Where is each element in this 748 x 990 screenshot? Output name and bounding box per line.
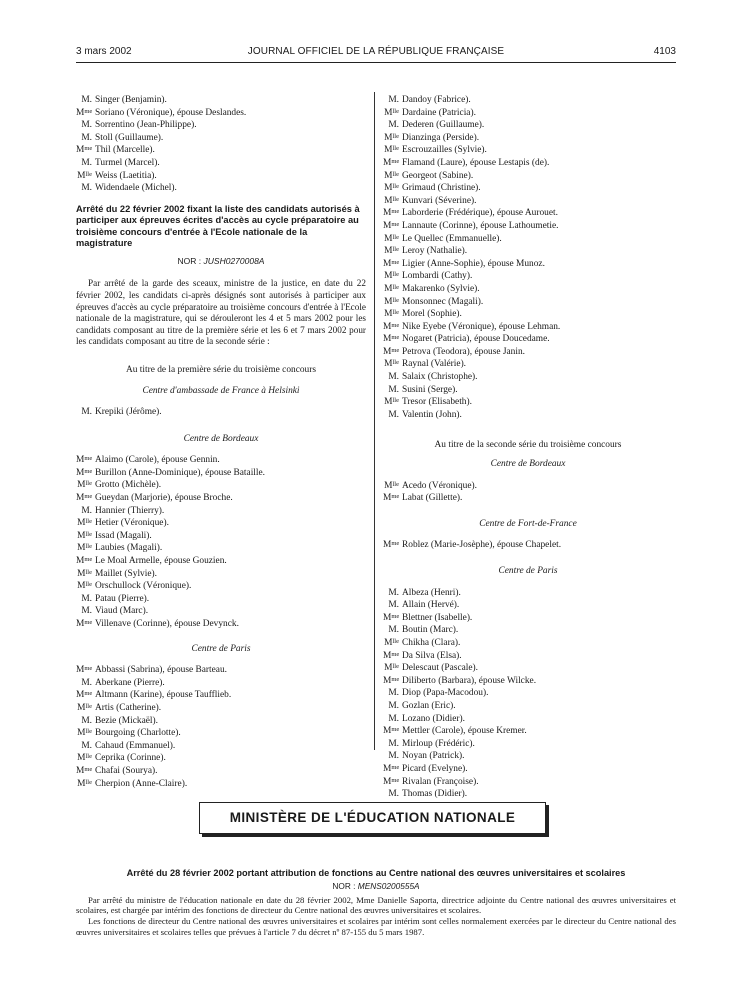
list-item <box>76 580 366 593</box>
civility-title: M. <box>81 157 92 168</box>
candidate-name: Dardaine (Patricia). <box>402 107 476 118</box>
candidate-name: Picard (Evelyne). <box>402 763 468 774</box>
list-item <box>383 94 673 107</box>
list-item <box>383 675 673 688</box>
civility-title: M. <box>388 600 399 611</box>
civility-title: $M^{lle}$ <box>384 170 399 181</box>
candidate-name: Bourgoing (Charlotte). <box>95 728 181 739</box>
list-item <box>76 689 366 702</box>
decree2-nor <box>76 881 676 891</box>
civility-title: $M^{me}$ <box>383 763 400 774</box>
candidate-name: Patau (Pierre). <box>95 593 150 604</box>
candidate-name: Allain (Hervé). <box>402 600 460 611</box>
candidate-name: Boutin (Marc). <box>402 625 459 636</box>
list-item <box>383 599 673 612</box>
list-item <box>383 409 673 422</box>
civility-title: $M^{lle}$ <box>384 663 399 674</box>
list-item <box>76 467 366 480</box>
list-item <box>76 492 366 505</box>
civility-title: $M^{me}$ <box>383 650 400 661</box>
civility-title: $M^{me}$ <box>383 346 400 357</box>
civility-title: M. <box>81 132 92 143</box>
column-divider <box>374 92 375 750</box>
list-item <box>76 454 366 467</box>
candidate-name: Mirloup (Frédéric). <box>402 738 475 749</box>
candidate-name: Flamand (Laure), épouse Lestapis (de). <box>402 157 550 168</box>
candidate-name: Dandoy (Fabrice). <box>402 95 471 105</box>
civility-title: M. <box>388 120 399 131</box>
civility-title: M. <box>81 407 92 418</box>
centre-paris-heading: Centre de Paris <box>191 643 251 654</box>
civility-title: $M^{lle}$ <box>384 183 399 194</box>
civility-title: $M^{me}$ <box>383 776 400 787</box>
list-item <box>383 637 673 650</box>
decree2-paragraph-1: Par arrêté du ministre de l'éducation nationale en date du 28 février 2002, Mme Danielle Saporta, directrice adjointe du Centre national des œuvres universitaires et scolaires, est chargée par intérim des fonctions de directeur du Centre national des œuvres universitaires et scolaires. <box>76 895 676 916</box>
list-item <box>76 740 366 753</box>
list-item <box>76 664 366 677</box>
series2-heading: Au titre de la seconde série du troisième concours <box>434 440 622 451</box>
civility-title: $M^{lle}$ <box>77 543 92 554</box>
list-item <box>383 144 673 157</box>
candidate-name: Thomas (Didier). <box>402 789 468 800</box>
candidate-name: Weiss (Laetitia). <box>95 170 157 181</box>
list-item <box>76 593 366 606</box>
list-item <box>383 788 673 801</box>
list-item <box>383 233 673 246</box>
candidate-name: Chikha (Clara). <box>402 637 461 648</box>
list-item <box>76 605 366 618</box>
candidate-name: Abbassi (Sabrina), épouse Barteau. <box>95 665 227 676</box>
candidate-name: Lombardi (Cathy). <box>402 271 473 282</box>
civility-title: $M^{me}$ <box>76 107 93 118</box>
candidate-name: Makarenko (Sylvie). <box>402 283 480 294</box>
centre-paris2-heading: Centre de Paris <box>498 566 558 576</box>
decree-body: Par arrêté de la garde des sceaux, ministre de la justice, en date du 22 février 2002, les candidats ci-après désignés sont autorisés à participer aux épreuves d'accès au cycle préparatoire au troisième concours d'entrée à l'Ecole nationale de la magistrature, qui se dérouleront les 4 et 5 mars 2002 pour les candidats composant au titre de la première série et les 6 et 7 mars 2002 pour les candidats composant au titre de la seconde série : <box>76 278 366 347</box>
nor-label: NOR : <box>177 255 202 266</box>
candidate-name: Cahaud (Emmanuel). <box>95 740 176 751</box>
list-item <box>76 182 366 195</box>
header-page-number: 4103 <box>653 46 676 57</box>
header-date: 3 mars 2002 <box>76 46 132 57</box>
candidate-name: Krepiki (Jérôme). <box>95 407 162 418</box>
candidate-name: Labat (Gillette). <box>402 493 463 504</box>
list-item <box>383 182 673 195</box>
series1-heading: Au titre de la première série du troisième concours <box>125 364 317 375</box>
centre-helsinki-heading: Centre d'ambassade de France à Helsinki <box>142 385 300 396</box>
candidate-name: Altmann (Karine), épouse Taufflieb. <box>95 690 232 701</box>
candidate-name: Da Silva (Elsa). <box>402 650 462 661</box>
decree2-paragraph-2: Les fonctions de directeur du Centre national des œuvres universitaires et scolaires par intérim sont celles normalement exercées par le directeur du Centre national des œuvres universitaires et scolaires telles que prévues à l'article 7 du décret nº 87-155 du 5 mars 1987. <box>76 916 676 937</box>
list-item <box>76 107 366 120</box>
candidate-name: Le Moal Armelle, épouse Gouzien. <box>95 556 227 567</box>
civility-title: M. <box>388 409 399 420</box>
candidate-name: Salaix (Christophe). <box>402 372 478 383</box>
civility-title: $M^{lle}$ <box>384 309 399 320</box>
candidate-name: Issad (Magali). <box>95 530 152 541</box>
list-item <box>76 505 366 518</box>
candidate-name: Widendaele (Michel). <box>95 183 177 194</box>
candidate-name: Villenave (Corinne), épouse Devynck. <box>95 619 239 629</box>
candidate-name: Sorrentino (Jean-Philippe). <box>95 120 197 131</box>
decree2 <box>76 868 676 937</box>
civility-title: M. <box>81 677 92 688</box>
civility-title: M. <box>81 740 92 751</box>
civility-title: $M^{me}$ <box>383 220 400 231</box>
civility-title: $M^{me}$ <box>76 455 93 466</box>
list-item <box>383 346 673 359</box>
civility-title: M. <box>388 789 399 800</box>
civility-title: $M^{lle}$ <box>384 132 399 143</box>
candidate-name: Roblez (Marie-Josèphe), épouse Chapelet. <box>402 540 562 551</box>
list-fdf <box>383 539 673 552</box>
header-journal-title: JOURNAL OFFICIEL DE LA RÉPUBLIQUE FRANÇAISE <box>247 46 505 57</box>
candidate-name: Tresor (Elisabeth). <box>402 397 472 408</box>
candidate-name: Dianzinga (Perside). <box>402 132 480 143</box>
list-item <box>383 612 673 625</box>
list-item <box>383 245 673 258</box>
list-item <box>383 750 673 763</box>
list-item <box>76 157 366 170</box>
civility-title: $M^{me}$ <box>383 612 400 623</box>
civility-title: $M^{lle}$ <box>77 568 92 579</box>
list-item <box>383 396 673 409</box>
list-item <box>76 568 366 581</box>
candidate-name: Alaimo (Carole), épouse Gennin. <box>95 455 220 466</box>
civility-title: $M^{me}$ <box>76 556 93 567</box>
candidate-name: Hannier (Thierry). <box>95 505 165 516</box>
civility-title: M. <box>388 688 399 699</box>
candidate-name: Le Quellec (Emmanuelle). <box>402 233 502 244</box>
candidate-name: Artis (Catherine). <box>95 702 162 713</box>
list-paris-left <box>76 664 366 790</box>
list-item <box>76 94 366 107</box>
civility-title: $M^{me}$ <box>76 665 93 676</box>
civility-title: $M^{me}$ <box>383 726 400 737</box>
civility-title: $M^{lle}$ <box>77 480 92 491</box>
civility-title: $M^{me}$ <box>76 619 93 629</box>
civility-title: $M^{lle}$ <box>384 637 399 648</box>
candidate-name: Lozano (Didier). <box>402 713 465 724</box>
list-item <box>76 752 366 765</box>
list-item <box>383 650 673 663</box>
civility-title: $M^{me}$ <box>76 493 93 504</box>
candidate-name: Lannaute (Corinne), épouse Lathoumetie. <box>402 220 559 231</box>
list-item <box>76 530 366 543</box>
list-item <box>383 539 673 552</box>
decree2-nor-code: MENS0200555A <box>357 881 420 891</box>
list-item <box>383 119 673 132</box>
list-item <box>383 358 673 371</box>
civility-title: M. <box>388 625 399 636</box>
civility-title: $M^{me}$ <box>383 258 400 269</box>
list-item <box>383 308 673 321</box>
civility-title: $M^{lle}$ <box>384 195 399 206</box>
civility-title: M. <box>81 183 92 194</box>
list-bordeaux2 <box>383 480 673 505</box>
header-rule <box>76 62 676 63</box>
list-item <box>383 132 673 145</box>
centre-fdf-heading: Centre de Fort-de-France <box>479 518 577 529</box>
candidate-name: Monsonnec (Magali). <box>402 296 484 307</box>
list-item <box>76 132 366 145</box>
candidate-name: Susini (Serge). <box>402 384 458 395</box>
candidate-name: Acedo (Véronique). <box>402 480 477 491</box>
candidate-name: Raynal (Valérie). <box>402 359 467 370</box>
candidate-name: Grotto (Michèle). <box>95 480 162 491</box>
civility-title: $M^{lle}$ <box>77 702 92 713</box>
candidate-name: Delescaut (Pascale). <box>402 663 479 674</box>
list-item <box>76 778 366 791</box>
civility-title: M. <box>388 372 399 383</box>
decree2-nor-label: NOR : <box>332 881 356 891</box>
civility-title: M. <box>388 587 399 598</box>
candidate-name: Dederen (Guillaume). <box>402 120 485 131</box>
candidate-name: Georgeot (Sabine). <box>402 170 474 181</box>
civility-title: $M^{me}$ <box>76 467 93 478</box>
list-item <box>76 765 366 778</box>
civility-title: $M^{lle}$ <box>77 728 92 739</box>
civility-title: M. <box>388 713 399 724</box>
candidate-name: Grimaud (Christine). <box>402 183 481 194</box>
list-item <box>383 157 673 170</box>
list-item <box>383 700 673 713</box>
list-item <box>383 220 673 233</box>
list-bordeaux <box>76 454 366 630</box>
candidate-name: Noyan (Patrick). <box>402 751 465 762</box>
candidate-name: Morel (Sophie). <box>402 309 462 320</box>
list-item <box>383 480 673 493</box>
candidate-name: Diliberto (Barbara), épouse Wilcke. <box>402 675 537 686</box>
candidate-name: Ligier (Anne-Sophie), épouse Munoz. <box>402 258 545 269</box>
civility-title: $M^{me}$ <box>76 765 93 776</box>
list-item <box>383 283 673 296</box>
candidate-name: Nike Eyebe (Véronique), épouse Lehman. <box>402 321 561 332</box>
list-item <box>383 763 673 776</box>
civility-title: $M^{lle}$ <box>384 359 399 370</box>
civility-title: $M^{me}$ <box>383 675 400 686</box>
candidate-name: Laubies (Magali). <box>95 543 163 554</box>
decree-title: Arrêté du 22 février 2002 fixant la liste des candidats autorisés à participer aux épreuves écrites d'accès au cycle préparatoire au troisième concours d'entrée à l'Ecole nationale de la magistrature <box>76 203 360 249</box>
candidate-name: Orschullock (Véronique). <box>95 581 192 592</box>
list-item <box>76 677 366 690</box>
decree-nor <box>76 255 366 268</box>
list-item <box>76 555 366 568</box>
centre-bordeaux2-heading: Centre de Bordeaux <box>490 459 566 470</box>
list-item <box>76 715 366 728</box>
list-item <box>383 776 673 789</box>
civility-title: M. <box>81 606 92 617</box>
ministry-banner <box>199 802 546 834</box>
list-item <box>383 713 673 726</box>
civility-title: $M^{me}$ <box>76 690 93 701</box>
civility-title: $M^{me}$ <box>383 540 400 551</box>
civility-title: M. <box>388 700 399 711</box>
civility-title: $M^{me}$ <box>383 321 400 332</box>
candidate-name: Mettler (Carole), épouse Kremer. <box>402 726 527 737</box>
candidate-name: Soriano (Véronique), épouse Deslandes. <box>95 107 247 118</box>
list-item <box>383 492 673 505</box>
list-item <box>383 587 673 600</box>
nor-code: JUSH0270008A <box>203 255 265 266</box>
candidate-name: Diop (Papa-Macodou). <box>402 688 489 699</box>
list-item <box>383 333 673 346</box>
list-item <box>76 702 366 715</box>
civility-title: $M^{lle}$ <box>384 271 399 282</box>
right-column <box>383 94 673 801</box>
candidate-name: Gueydan (Marjorie), épouse Broche. <box>95 493 233 504</box>
civility-title: $M^{me}$ <box>76 145 93 156</box>
civility-title: M. <box>81 715 92 726</box>
list-item <box>76 542 366 555</box>
list-top <box>76 94 366 195</box>
civility-title: $M^{lle}$ <box>384 283 399 294</box>
civility-title: $M^{me}$ <box>383 334 400 345</box>
civility-title: $M^{me}$ <box>383 208 400 219</box>
candidate-name: Ceprika (Corinne). <box>95 753 166 764</box>
civility-title: M. <box>388 751 399 762</box>
civility-title: $M^{lle}$ <box>77 530 92 541</box>
list-item <box>76 119 366 132</box>
list-item <box>76 144 366 157</box>
candidate-name: Petrova (Teodora), épouse Janin. <box>402 346 526 357</box>
list-item <box>383 738 673 751</box>
candidate-name: Escrouzailles (Sylvie). <box>402 145 487 156</box>
centre-bordeaux-heading: Centre de Bordeaux <box>183 433 259 444</box>
civility-title: $M^{lle}$ <box>384 233 399 244</box>
list-item <box>383 258 673 271</box>
list-item <box>383 624 673 637</box>
list-item <box>383 321 673 334</box>
civility-title: $M^{me}$ <box>383 157 400 168</box>
civility-title: $M^{lle}$ <box>384 145 399 156</box>
candidate-name: Stoll (Guillaume). <box>95 132 164 143</box>
candidate-name: Albeza (Henri). <box>402 587 461 598</box>
list-item <box>76 618 366 631</box>
list-item <box>76 406 366 419</box>
candidate-name: Thil (Marcelle). <box>95 145 155 156</box>
candidate-name: Maillet (Sylvie). <box>95 568 157 579</box>
civility-title: M. <box>81 95 92 105</box>
civility-title: $M^{me}$ <box>383 493 400 504</box>
list-item <box>383 296 673 309</box>
candidate-name: Leroy (Nathalie). <box>402 246 468 257</box>
candidate-name: Chafai (Sourya). <box>95 765 158 776</box>
list-item <box>383 371 673 384</box>
list-item <box>383 725 673 738</box>
candidate-name: Singer (Benjamin). <box>95 95 167 105</box>
list-item <box>76 727 366 740</box>
candidate-name: Rivalan (Françoise). <box>402 776 479 787</box>
civility-title: $M^{lle}$ <box>384 246 399 257</box>
civility-title: M. <box>81 120 92 131</box>
candidate-name: Bezie (Mickaël). <box>95 715 158 726</box>
candidate-name: Aberkane (Pierre). <box>95 677 165 688</box>
civility-title: M. <box>81 593 92 604</box>
civility-title: $M^{lle}$ <box>77 778 92 789</box>
decree2-title: Arrêté du 28 février 2002 portant attribution de fonctions au Centre national des œuvres universitaires et scolaires <box>126 868 626 878</box>
list-item <box>76 517 366 530</box>
civility-title: M. <box>81 505 92 516</box>
list-item <box>383 662 673 675</box>
civility-title: $M^{lle}$ <box>77 753 92 764</box>
candidate-name: Kunvari (Séverine). <box>402 195 477 206</box>
civility-title: M. <box>388 738 399 749</box>
civility-title: M. <box>388 384 399 395</box>
civility-title: $M^{lle}$ <box>384 107 399 118</box>
candidate-name: Nogaret (Patricia), épouse Doucedame. <box>402 334 550 345</box>
left-column <box>76 94 366 790</box>
civility-title: $M^{lle}$ <box>77 518 92 529</box>
candidate-name: Turmel (Marcel). <box>95 157 160 168</box>
list-item <box>383 270 673 283</box>
candidate-name: Burillon (Anne-Dominique), épouse Bataille. <box>95 467 266 478</box>
page-header <box>76 46 676 60</box>
civility-title: $M^{lle}$ <box>77 170 92 181</box>
list-item <box>383 687 673 700</box>
candidate-name: Cherpion (Anne-Claire). <box>95 778 188 789</box>
candidate-name: Blettner (Isabelle). <box>402 612 473 623</box>
list-paris2 <box>383 587 673 801</box>
civility-title: $M^{lle}$ <box>384 296 399 307</box>
list-helsinki <box>76 406 366 419</box>
civility-title: M. <box>388 95 399 105</box>
list-item <box>76 479 366 492</box>
candidate-name: Viaud (Marc). <box>95 606 149 617</box>
list-item <box>76 170 366 183</box>
ministry-title: MINISTÈRE DE L'ÉDUCATION NATIONALE <box>229 810 516 825</box>
list-item <box>383 170 673 183</box>
candidate-name: Gozlan (Eric). <box>402 700 456 711</box>
civility-title: $M^{lle}$ <box>77 581 92 592</box>
list-paris-right <box>383 94 673 421</box>
candidate-name: Laborderie (Frédérique), épouse Aurouet. <box>402 208 558 219</box>
civility-title: $M^{lle}$ <box>384 397 399 408</box>
civility-title: $M^{lle}$ <box>384 480 399 491</box>
list-item <box>383 384 673 397</box>
candidate-name: Hetier (Véronique). <box>95 518 169 529</box>
candidate-name: Valentin (John). <box>402 409 462 420</box>
list-item <box>383 207 673 220</box>
list-item <box>383 107 673 120</box>
list-item <box>383 195 673 208</box>
